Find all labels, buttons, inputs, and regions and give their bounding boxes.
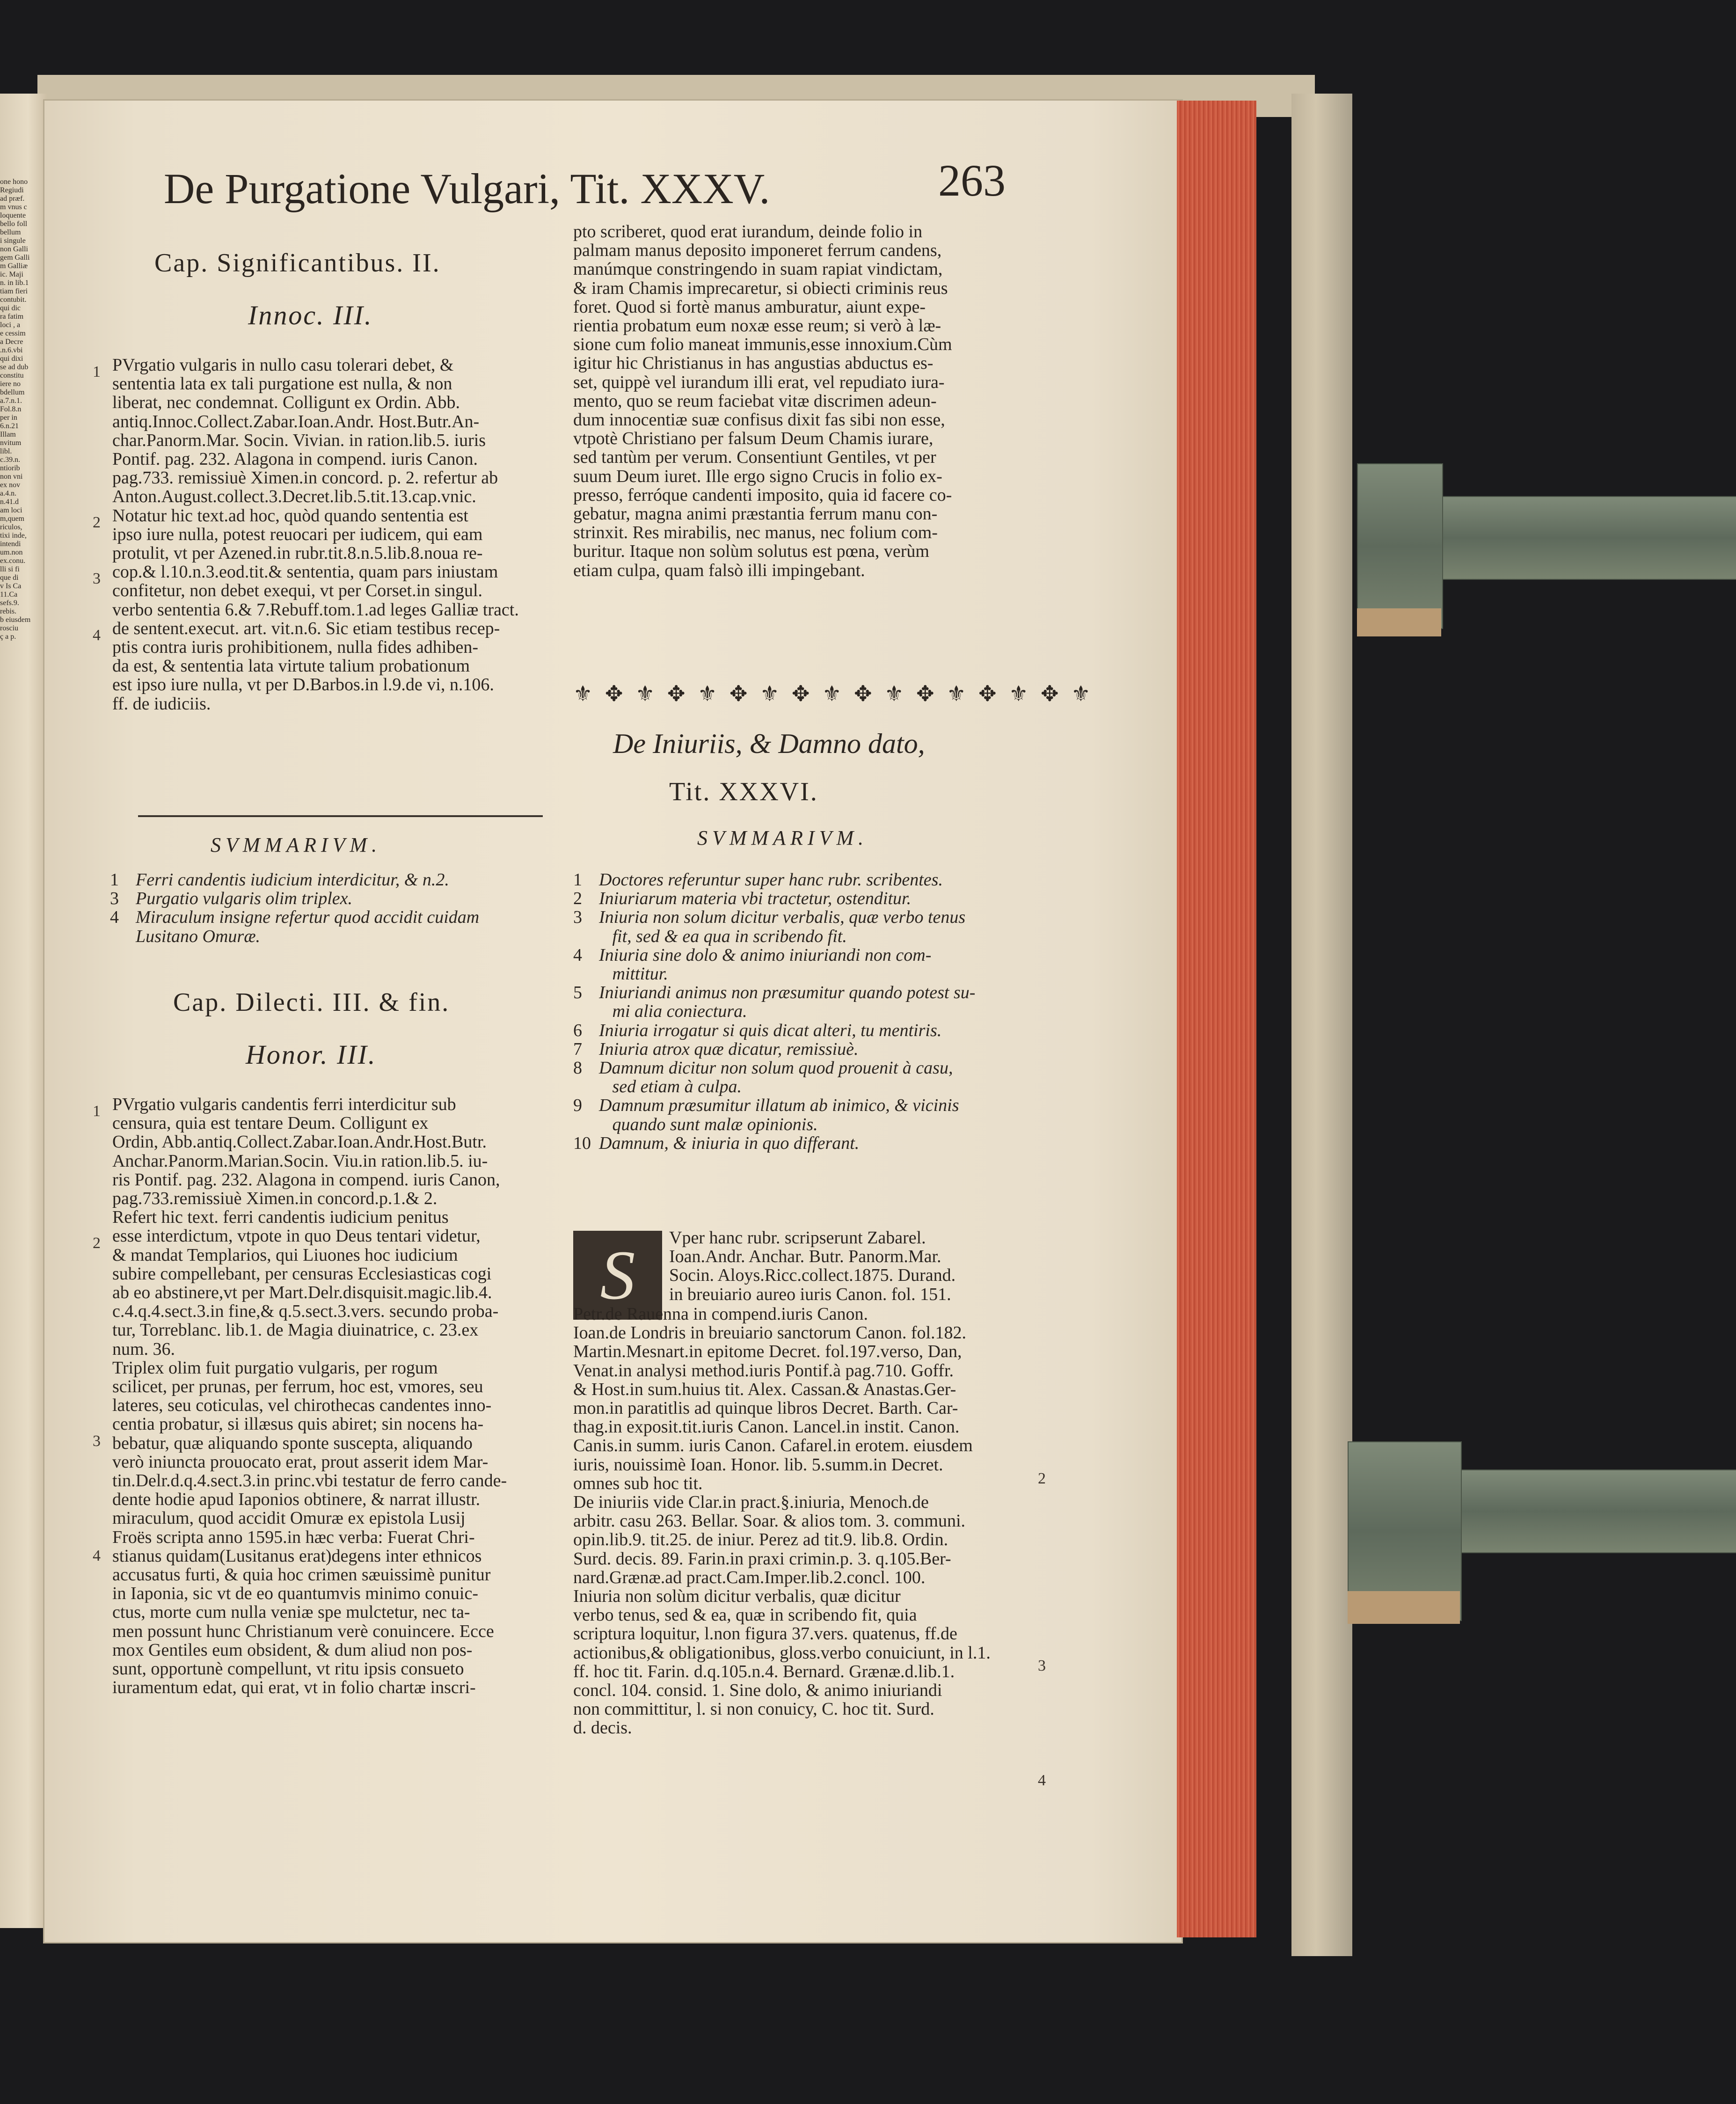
text-line: sententia lata ex tali purgatione est nulla, & non bbox=[112, 374, 452, 394]
summary-item-text: Purgatio vulgaris olim triplex. bbox=[136, 889, 353, 909]
summary-item-number: 5 bbox=[573, 983, 582, 1003]
left-fragment-line: m vnus c bbox=[0, 203, 27, 211]
text-line: esse interdictum, vtpote in quo Deus tentari videtur, bbox=[112, 1226, 481, 1246]
text-line: tin.Delr.d.q.4.sect.3.in princ.vbi testatur de ferro cande- bbox=[112, 1471, 507, 1491]
text-line: suum Deum iuret. Ille ergo signo Crucis in folio ex- bbox=[573, 466, 942, 486]
left-fragment-line: lli si fi bbox=[0, 565, 20, 573]
summary-item-text: Doctores referuntur super hanc rubr. scribentes. bbox=[599, 870, 943, 890]
text-line: Vper hanc rubr. scripserunt Zabarel. bbox=[669, 1228, 926, 1248]
text-line: dente hodie apud Iaponios obtinere, & narrat illustr. bbox=[112, 1490, 481, 1510]
red-fore-edge bbox=[1177, 101, 1256, 1937]
summary-item-number: 6 bbox=[573, 1020, 582, 1040]
text-line: antiq.Innoc.Collect.Zabar.Ioan.Andr. Host.Butr.An- bbox=[112, 411, 480, 431]
text-line: stianus quidam(Lusitanus erat)degens inter ethnicos bbox=[112, 1546, 482, 1566]
running-head: De Purgatione Vulgari, Tit. XXXV. bbox=[164, 165, 770, 212]
book-cover-right-board bbox=[1291, 94, 1352, 1956]
left-fragment-line: um.non bbox=[0, 548, 23, 556]
summary-item-number: 9 bbox=[573, 1096, 582, 1116]
summary-item-text: Lusitano Omuræ. bbox=[136, 926, 261, 946]
text-line: actionibus,& obligationibus, gloss.verbo conuiciunt, in l.1. bbox=[573, 1643, 991, 1663]
text-line: ff. hoc tit. Farin. d.q.105.n.4. Bernard. Grænæ.d.lib.1. bbox=[573, 1661, 955, 1681]
left-fragment-line: qui dixi bbox=[0, 355, 23, 363]
text-line: palmam manus deposito imponeret ferrum candens, bbox=[573, 241, 942, 261]
section1-margin-numbers bbox=[93, 363, 107, 737]
left-fragment-line: rebis. bbox=[0, 607, 17, 615]
text-line: Venat.in analysi method.iuris Pontif.à pag.710. Goffr. bbox=[573, 1360, 954, 1381]
left-fragment-line: Regiudi bbox=[0, 186, 24, 194]
text-line: & iram Chamis imprecaretur, si obiecti criminis reus bbox=[573, 278, 948, 298]
section-divider-rule bbox=[138, 815, 543, 817]
text-line: scilicet, per prunas, per ferrum, hoc est, vmores, seu bbox=[112, 1377, 483, 1397]
left-fragment-line: non vni bbox=[0, 473, 23, 481]
text-line: concl. 104. consid. 1. Sine dolo, & animo iniuriandi bbox=[573, 1680, 942, 1701]
page-number: 263 bbox=[938, 155, 1006, 205]
text-line: pag.733.remissiuè Ximen.in concord.p.1.& 2. bbox=[112, 1189, 438, 1209]
left-fragment-line: contubit. bbox=[0, 296, 27, 304]
left-fragment-line: ra fatim bbox=[0, 313, 24, 321]
text-line: Socin. Aloys.Ricc.collect.1875. Durand. bbox=[669, 1265, 956, 1286]
left-fragment-line: intendi bbox=[0, 540, 21, 548]
r-num-3: 3 bbox=[1038, 1657, 1046, 1674]
text-line: Ordin, Abb.antiq.Collect.Zabar.Ioan.Andr.Host.Butr. bbox=[112, 1132, 487, 1152]
pope-honorius-heading: Honor. III. bbox=[246, 1039, 377, 1070]
summary-item-text: Ferri candentis iudicium interdicitur, & n.2. bbox=[136, 870, 449, 890]
summary-item bbox=[573, 946, 1032, 964]
s1-margin-number: 3 bbox=[93, 570, 101, 588]
text-line: opin.lib.9. tit.25. de iniur. Perez ad tit.9. lib.8. Ordin. bbox=[573, 1530, 948, 1550]
summary-item bbox=[573, 870, 1032, 889]
left-fragment-line: se ad dub bbox=[0, 363, 29, 371]
summary-item bbox=[573, 1134, 1032, 1153]
text-line: liberat, nec condemnat. Colligunt ex Ordin. Abb. bbox=[112, 393, 460, 413]
text-line: etiam culpa, quam falsò illi impingebant. bbox=[573, 560, 865, 580]
left-page-text-fragments bbox=[0, 178, 47, 1816]
left-fragment-line: one hono bbox=[0, 178, 28, 186]
summary-item-text: Damnum, & iniuria in quo differant. bbox=[599, 1133, 860, 1153]
r-num-4: 4 bbox=[1038, 1772, 1046, 1789]
left-fragment-line: riculos, bbox=[0, 523, 22, 531]
summary-item-number: 3 bbox=[110, 889, 119, 909]
text-line: iuris, nouissimè Ioan. Honor. lib. 5.summ.in Decret. bbox=[573, 1454, 943, 1475]
text-line: rientia probatum eum noxæ esse reum; si verò à læ- bbox=[573, 316, 941, 336]
text-line: censura, quia est tentare Deum. Colligunt ex bbox=[112, 1113, 429, 1133]
text-line: c.4.q.4.sect.3.in fine,& q.5.sect.3.vers. secundo proba- bbox=[112, 1301, 499, 1322]
text-line: in breuiario aureo iuris Canon. fol. 151. bbox=[669, 1284, 951, 1304]
text-line: gebatur, magna animi præstantia ferrum manu con- bbox=[573, 504, 938, 524]
summary-item-text: Iniuria non solum dicitur verbalis, quæ verbo tenus bbox=[599, 907, 966, 928]
text-line: Petr.de Rauenna in compend.iuris Canon. bbox=[573, 1304, 868, 1324]
summary-item-text: Iniuriarum materia vbi tractetur, ostenditur. bbox=[599, 889, 912, 909]
text-line: Ioan.Andr. Anchar. Butr. Panorm.Mar. bbox=[669, 1247, 941, 1267]
left-fragment-line: gem Galli bbox=[0, 254, 30, 262]
text-line: d. decis. bbox=[573, 1718, 632, 1738]
summary-item-number: 7 bbox=[573, 1039, 582, 1059]
lower-clasp-wood bbox=[1348, 1591, 1460, 1624]
text-line: verbo sententia 6.& 7.Rebuff.tom.1.ad leges Galliæ tract. bbox=[112, 599, 519, 620]
text-line: pag.733. remissiuè Ximen.in concord. p. 2. refertur ab bbox=[112, 468, 498, 488]
text-line: iuramentum edat, qui erat, vt in folio chartæ inscri- bbox=[112, 1678, 476, 1698]
summary-item bbox=[573, 1096, 1032, 1115]
pope-innocent-heading: Innoc. III. bbox=[248, 300, 373, 330]
left-fragment-line: Illam bbox=[0, 431, 16, 438]
left-fragment-line: qui dic bbox=[0, 304, 21, 312]
summary-item-text: Damnum præsumitur illatum ab inimico, & vicinis bbox=[599, 1096, 959, 1116]
summary-item-text: Miraculum insigne refertur quod accidit cuidam bbox=[136, 907, 480, 928]
summary-item-text: mi alia coniectura. bbox=[599, 1001, 747, 1022]
left-fragment-line: ntiorib bbox=[0, 464, 20, 472]
summary-item bbox=[110, 889, 550, 908]
summary-item bbox=[573, 1021, 1032, 1040]
summary2-title: SVMMARIVM. bbox=[697, 826, 868, 849]
left-fragment-line: tiam fieri bbox=[0, 287, 28, 295]
text-line: miraculum, quod accidit Omuræ ex epistola Lusij bbox=[112, 1508, 466, 1528]
left-fragment-line: a Decre bbox=[0, 338, 23, 346]
text-line: Pontif. pag. 232. Alagona in compend. iuris Canon. bbox=[112, 449, 478, 469]
text-line: non committitur, l. si non conuicy, C. hoc tit. Surd. bbox=[573, 1699, 934, 1719]
left-fragment-line: m Galliæ bbox=[0, 262, 28, 270]
text-line: PVrgatio vulgaris candentis ferri interdicitur sub bbox=[112, 1095, 456, 1114]
text-line: foret. Quod si fortè manus amburatur, aiunt expe- bbox=[573, 297, 926, 317]
s2-num-1: 1 bbox=[93, 1103, 101, 1120]
text-line: vtpotè Christiano per falsum Deum Chamis iurare, bbox=[573, 429, 934, 449]
summary-item bbox=[110, 870, 550, 889]
text-line: mento, quo se reum faciebat vitæ discrimen adeun- bbox=[573, 391, 937, 411]
left-fragment-line: nvitum bbox=[0, 439, 22, 447]
summary-item bbox=[573, 889, 1032, 908]
chapter-heading-significantibus: Cap. Significantibus. II. bbox=[154, 248, 441, 278]
summary-item-number bbox=[573, 927, 599, 946]
summary-item-text: mittitur. bbox=[599, 964, 668, 984]
summary-item-number bbox=[573, 1115, 599, 1134]
left-fragment-line: ic. Maji bbox=[0, 270, 23, 278]
text-line: sunt, opportunè compellunt, vt ritu ipsis consueto bbox=[112, 1659, 464, 1679]
left-fragment-line: rosciu bbox=[0, 624, 19, 632]
section1-text bbox=[112, 356, 552, 805]
text-line: Ioan.de Londris in breuiario sanctorum Canon. fol.182. bbox=[573, 1323, 967, 1343]
text-line: manúmque constringendo in suam rapiat vindictam, bbox=[573, 259, 943, 279]
text-line: igitur hic Christianus in has angustias abductus es- bbox=[573, 353, 934, 373]
summary1-list bbox=[110, 870, 550, 973]
text-line: Anton.August.collect.3.Decret.lib.5.tit.13.cap.vnic. bbox=[112, 487, 476, 507]
s2-num-2: 2 bbox=[93, 1235, 101, 1252]
s2-num-3: 3 bbox=[93, 1432, 101, 1450]
right-body-text bbox=[573, 1305, 1034, 1857]
summary-item-text: Iniuria sine dolo & animo iniuriandi non com- bbox=[599, 945, 932, 965]
text-line: Martin.Mesnart.in epitome Decret. fol.197.verso, Dan, bbox=[573, 1342, 962, 1362]
summary-item-text: Iniuriandi animus non præsumitur quando potest su- bbox=[599, 983, 976, 1003]
title-de-iniuriis: De Iniuriis, & Damno dato, bbox=[613, 728, 925, 759]
left-fragment-line: tixi inde, bbox=[0, 532, 27, 540]
text-line: dum innocentiæ suæ confisus dixit fas sibi non esse, bbox=[573, 410, 945, 430]
left-fragment-line: per in bbox=[0, 414, 17, 422]
upper-clasp-plate bbox=[1357, 463, 1443, 629]
summary-item-text: quando sunt malæ opinionis. bbox=[599, 1114, 818, 1134]
left-fragment-line: c.39.n. bbox=[0, 456, 21, 464]
dropcap-text bbox=[669, 1228, 1034, 1308]
left-fragment-line: bdellum bbox=[0, 388, 25, 396]
left-fragment-line: e cessim bbox=[0, 329, 26, 337]
summary-item-number: 4 bbox=[110, 907, 119, 928]
text-line: cop.& l.10.n.3.eod.tit.& sententia, quam pars iniustam bbox=[112, 562, 498, 582]
text-line: Notatur hic text.ad hoc, quòd quando sententia est bbox=[112, 505, 468, 526]
left-fragment-line: ex nov bbox=[0, 481, 21, 489]
left-fragment-line: iere no bbox=[0, 380, 21, 388]
left-fragment-line: m,quem bbox=[0, 515, 24, 523]
summary-item-text: Damnum dicitur non solum quod prouenit à casu, bbox=[599, 1058, 953, 1078]
text-line: Refert hic text. ferri candentis iudicium penitus bbox=[112, 1207, 449, 1227]
left-fragment-line: que di bbox=[0, 574, 19, 582]
printers-ornament-band: ⚜ ✥ ⚜ ✥ ⚜ ✥ ⚜ ✥ ⚜ ✥ ⚜ ✥ ⚜ ✥ ⚜ ✥ ⚜ bbox=[573, 681, 1094, 706]
left-fragment-line: sefs.9. bbox=[0, 599, 19, 607]
text-line: centia probatur, si illæsus quis abiret; sin nocens ha- bbox=[112, 1414, 484, 1434]
summary-item-number: 1 bbox=[110, 870, 119, 890]
summary-item-number bbox=[573, 1077, 599, 1096]
text-line: ris Pontif. pag. 232. Alagona in compend. iuris Canon, bbox=[112, 1169, 500, 1190]
summary-item-number: 10 bbox=[573, 1133, 591, 1153]
text-line: da est, & sententia lata virtute talium probationum bbox=[112, 656, 470, 676]
summary-item-number bbox=[573, 1002, 599, 1021]
left-fragment-line: ad præf. bbox=[0, 195, 25, 203]
summary-item bbox=[573, 983, 1032, 1002]
summary-item-text: Iniuria atrox quæ dicatur, remissiuè. bbox=[599, 1039, 859, 1059]
text-line: subire compellebant, per censuras Ecclesiasticas cogi bbox=[112, 1264, 492, 1284]
left-fragment-line: libl. bbox=[0, 447, 12, 455]
text-line: confitetur, non debet exequi, vt per Corset.in singul. bbox=[112, 581, 483, 601]
summary-item-text: fit, sed & ea qua in scribendo fit. bbox=[599, 926, 847, 946]
text-line: protulit, vt per Azened.in rubr.tit.8.n.5.lib.8.noua re- bbox=[112, 543, 483, 563]
r-num-2: 2 bbox=[1038, 1470, 1046, 1487]
text-line: omnes sub hoc tit. bbox=[573, 1473, 703, 1493]
left-fragment-line: bellum bbox=[0, 228, 21, 236]
text-line: Canis.in summ. iuris Canon. Cafarel.in erotem. eiusdem bbox=[573, 1436, 973, 1456]
text-line: thag.in exposit.tit.iuris Canon. Lancel.in instit. Canon. bbox=[573, 1417, 960, 1437]
text-line: de sentent.execut. art. vit.n.6. Sic etiam testibus recep- bbox=[112, 618, 500, 638]
summary-item-text: Iniuria irrogatur si quis dicat alteri, tu mentiris. bbox=[599, 1020, 942, 1040]
summary-item bbox=[573, 964, 1032, 983]
left-fragment-line: n. in lib.1 bbox=[0, 279, 29, 287]
text-line: sione cum folio maneat immunis,esse innoxium.Cùm bbox=[573, 335, 952, 355]
summary-item-number: 2 bbox=[573, 889, 582, 909]
chapter-heading-dilecti: Cap. Dilecti. III. & fin. bbox=[173, 988, 450, 1017]
text-line: Surd. decis. 89. Farin.in praxi crimin.p. 3. q.105.Ber- bbox=[573, 1549, 951, 1569]
left-fragment-line: .n.6.vbi bbox=[0, 346, 23, 354]
text-line: pto scriberet, quod erat iurandum, deinde folio in bbox=[573, 222, 923, 241]
text-line: & Host.in sum.huius tit. Alex. Cassan.& Anastas.Ger- bbox=[573, 1379, 956, 1399]
text-line: presso, ferróque candenti imposito, quia id facere co- bbox=[573, 485, 952, 505]
text-line: accusatus furti, & quia hoc crimen sæuissimè punitur bbox=[112, 1565, 491, 1585]
text-line: tur, Torreblanc. lib.1. de Magia diuinatrice, c. 23.ex bbox=[112, 1320, 479, 1340]
text-line: buritur. Itaque non solùm solutus est pœna, verùm bbox=[573, 541, 929, 562]
text-line: lateres, seu coticulas, vel chirothecas candentes inno- bbox=[112, 1395, 492, 1416]
section2-text bbox=[112, 1095, 552, 1867]
left-fragment-line: 6.n.21 bbox=[0, 422, 19, 430]
text-line: scriptura loquitur, l.non figura 37.vers. quatenus, ff.de bbox=[573, 1624, 957, 1644]
text-line: De iniuriis vide Clar.in pract.§.iniuria, Menoch.de bbox=[573, 1492, 929, 1512]
text-line: mox Gentiles eum obsident, & dum aliud non pos- bbox=[112, 1640, 473, 1660]
summary-item-number: 1 bbox=[573, 870, 582, 890]
s1-margin-number: 1 bbox=[93, 363, 101, 380]
text-line: est ipso iure nulla, vt per D.Barbos.in l.9.de vi, n.106. bbox=[112, 675, 494, 695]
left-fragment-line: Fol.8.n bbox=[0, 405, 22, 413]
text-line: ptis contra iuris prohibitionem, nulla fides adhiben- bbox=[112, 637, 479, 658]
text-line: ab eo abstinere,vt per Mart.Delr.disquisit.magic.lib.4. bbox=[112, 1283, 492, 1303]
text-line: nard.Grænæ.ad pract.Cam.Imper.lib.2.concl. 100. bbox=[573, 1567, 926, 1587]
summary2-list bbox=[573, 870, 1032, 1207]
title-tit-xxxvi: Tit. XXXVI. bbox=[669, 777, 818, 806]
text-line: Froës scripta anno 1595.in hæc verba: Fuerat Chri- bbox=[112, 1527, 475, 1547]
left-fragment-line: i singule bbox=[0, 237, 26, 245]
summary-item-number: 3 bbox=[573, 907, 582, 928]
decorated-initial-s: S bbox=[573, 1231, 662, 1320]
text-line: strinxit. Res mirabilis, nec manus, nec folium com- bbox=[573, 523, 938, 543]
text-line: ctus, morte cum nulla veniæ spe mulctetur, nec ta- bbox=[112, 1602, 470, 1622]
left-fragment-line: a.4.n. bbox=[0, 489, 17, 497]
left-fragment-line: constitu bbox=[0, 372, 24, 380]
summary-item-number: 4 bbox=[573, 945, 582, 965]
summary-item bbox=[110, 927, 550, 946]
left-fragment-line: am loci bbox=[0, 506, 22, 514]
summary-item bbox=[573, 1040, 1032, 1059]
left-fragment-line: a.7.n.1. bbox=[0, 397, 22, 405]
s1-margin-number: 4 bbox=[93, 626, 101, 644]
text-line: men possunt hunc Christianum verè conuincere. Ecce bbox=[112, 1621, 494, 1641]
upper-clasp-wood bbox=[1357, 608, 1441, 636]
summary-item bbox=[573, 927, 1032, 946]
text-line: num. 36. bbox=[112, 1339, 175, 1359]
text-line: bebatur, quæ aliquando sponte suscepta, aliquando bbox=[112, 1433, 473, 1453]
summary-item bbox=[573, 1115, 1032, 1134]
text-line: ff. de iudiciis. bbox=[112, 694, 211, 714]
left-fragment-line: 11.Ca bbox=[0, 591, 18, 599]
summary-item bbox=[573, 1002, 1032, 1021]
continuation-text bbox=[573, 222, 1032, 643]
left-fragment-line: non Galli bbox=[0, 245, 28, 253]
left-fragment-line: v Is Ca bbox=[0, 582, 22, 590]
text-line: sed tantùm per verum. Consentiunt Gentiles, vt per bbox=[573, 447, 936, 468]
text-line: ipso iure nulla, potest reuocari per iudicem, qui eam bbox=[112, 524, 483, 544]
text-line: set, quippè vel iurandum illi erat, vel repudiato iura- bbox=[573, 372, 945, 392]
summary-item bbox=[573, 908, 1032, 927]
summary-item bbox=[573, 1059, 1032, 1077]
summary-item-number bbox=[110, 927, 136, 946]
text-line: Anchar.Panorm.Marian.Socin. Viu.in ration.lib.5. iu- bbox=[112, 1151, 488, 1171]
text-line: PVrgatio vulgaris in nullo casu tolerari debet, & bbox=[112, 355, 454, 375]
left-fragment-line: loquente bbox=[0, 212, 26, 219]
left-fragment-line: ex.conu. bbox=[0, 557, 26, 565]
text-line: Iniuria non solùm dicitur verbalis, quæ dicitur bbox=[573, 1586, 901, 1607]
text-line: Triplex olim fuit purgatio vulgaris, per rogum bbox=[112, 1358, 438, 1378]
left-fragment-line: b eiusdem bbox=[0, 616, 31, 624]
text-line: verò iniuncta prouocato erat, prout asserit idem Mar- bbox=[112, 1452, 489, 1472]
left-fragment-line: n.41.d bbox=[0, 498, 19, 506]
summary-item-number bbox=[573, 964, 599, 983]
summary-item bbox=[573, 1077, 1032, 1096]
text-line: & mandat Templarios, qui Liuones hoc iudicium bbox=[112, 1245, 458, 1265]
summary1-title: SVMMARIVM. bbox=[211, 833, 382, 856]
text-line: arbitr. casu 263. Bellar. Soar. & alios tom. 3. communi. bbox=[573, 1511, 966, 1531]
text-line: char.Panorm.Mar. Socin. Vivian. in ration.lib.5. iuris bbox=[112, 430, 486, 450]
summary-item-number: 8 bbox=[573, 1058, 582, 1078]
text-line: in Iaponia, sic vt de eo quantumvis minimo conuic- bbox=[112, 1584, 479, 1604]
summary-item-text: sed etiam à culpa. bbox=[599, 1077, 742, 1097]
text-line: verbo tenus, sed & ea, quæ in scribendo fit, quia bbox=[573, 1605, 917, 1625]
summary-item bbox=[110, 908, 550, 927]
left-fragment-line: loci , a bbox=[0, 321, 21, 329]
s2-num-4: 4 bbox=[93, 1547, 101, 1564]
left-fragment-line: ç a p. bbox=[0, 633, 16, 641]
left-fragment-line: bello foll bbox=[0, 220, 28, 228]
text-line: mon.in paratitlis ad quinque libros Decret. Barth. Car- bbox=[573, 1398, 958, 1418]
s1-margin-number: 2 bbox=[93, 513, 101, 531]
